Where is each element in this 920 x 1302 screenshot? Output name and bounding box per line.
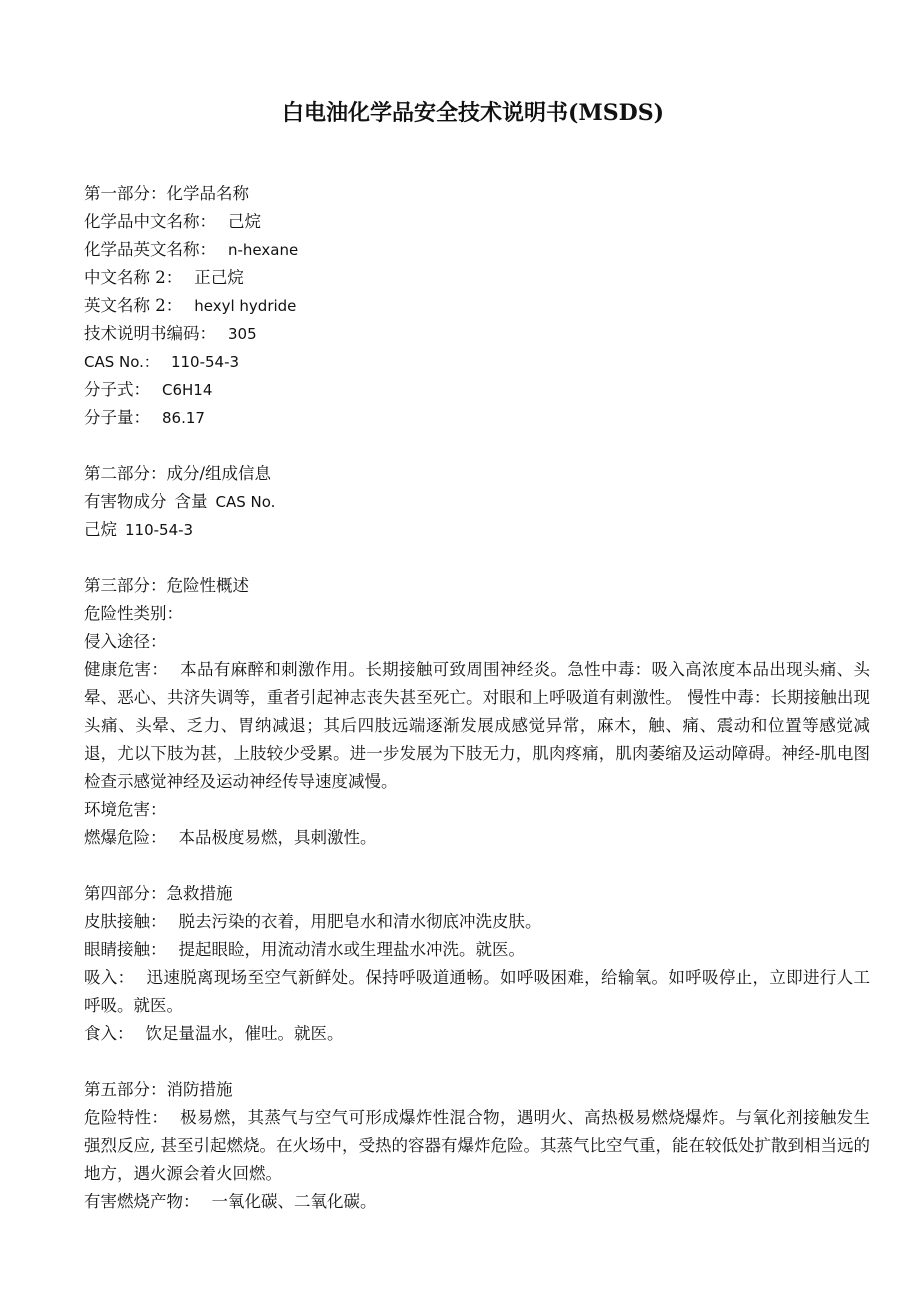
field-label: CAS No.：	[84, 353, 159, 371]
field-label: 化学品中文名称：	[84, 212, 216, 231]
field-value: 110-54-3	[170, 353, 240, 371]
field-value: 一氧化碳、二氧化碳。	[211, 1192, 377, 1211]
field-value: 饮足量温水，催吐。就医。	[145, 1024, 344, 1043]
field-label: 危险特性：	[84, 1108, 169, 1127]
field-value: 正己烷	[194, 268, 244, 287]
field-value: 305	[228, 325, 257, 343]
field-label: 英文名称 2：	[84, 296, 183, 315]
field-value: 迅速脱离现场至空气新鲜处。保持呼吸道通畅。如呼吸困难，给输氧。如呼吸停止，立即进行人工呼吸。就医。	[84, 968, 870, 1015]
field-environmental-hazard: 环境危害：	[84, 800, 167, 819]
field-value: 极易燃，其蒸气与空气可形成爆炸性混合物，遇明火、高热极易燃烧爆炸。与氧化剂接触发生强烈反应, 甚至引起燃烧。在火场中，受热的容器有爆炸危险。其蒸气比空气重，能在较低处扩散到相当远的地方，遇火源会着火回燃。	[84, 1108, 871, 1183]
field-value: C6H14	[162, 381, 213, 399]
section-heading: 第三部分：危险性概述	[84, 576, 249, 595]
field-label: 分子量：	[84, 408, 150, 427]
field-eye-contact	[84, 936, 870, 964]
field-cas-number	[84, 348, 870, 376]
field-hazard-category: 危险性类别：	[84, 604, 183, 623]
field-msds-code	[84, 320, 870, 348]
field-value: n-hexane	[228, 241, 299, 259]
field-cn-name	[84, 208, 870, 236]
field-value: 本品有麻醉和刺激作用。长期接触可致周围神经炎。急性中毒：吸入高浓度本品出现头痛、头晕、恶心、共济失调等，重者引起神志丧失甚至死亡。对眼和上呼吸道有刺激性。 慢性中毒：长期接触出现头痛、头晕、乏力、胃纳减退；其后四肢远端逐渐发展成感觉异常，麻木，触、痛、震动和位置等感觉减退，尤以下肢为甚，上肢较少受累。进一步发展为下肢无力，肌肉疼痛，肌肉萎缩及运动障碍。神经-肌电图检查示感觉神经及运动神经传导速度减慢。	[84, 660, 871, 791]
field-label: 皮肤接触：	[84, 912, 167, 931]
field-value: 本品极度易燃，具刺激性。	[178, 828, 377, 847]
field-en-name	[84, 236, 870, 264]
section-chemical-name	[84, 180, 870, 432]
field-label: 分子式：	[84, 380, 150, 399]
field-label: 化学品英文名称：	[84, 240, 216, 259]
field-label: 食入：	[84, 1024, 134, 1043]
field-value: 86.17	[162, 409, 205, 427]
field-health-hazard	[84, 656, 870, 796]
column-header: CAS No.	[215, 493, 276, 511]
document-page	[84, 96, 870, 1244]
section-fire-fighting	[84, 1076, 870, 1216]
field-inhalation	[84, 964, 870, 1020]
column-header: 含量	[174, 492, 208, 511]
field-fire-explosion-hazard	[84, 824, 870, 852]
field-cn-name2	[84, 264, 870, 292]
field-label: 燃爆危险：	[84, 828, 167, 847]
field-value: hexyl hydride	[194, 297, 297, 315]
section-heading: 第二部分：成分/组成信息	[84, 464, 272, 483]
section-hazards	[84, 572, 870, 852]
field-label: 技术说明书编码：	[84, 324, 216, 343]
field-molecular-weight	[84, 404, 870, 432]
composition-header-row	[84, 488, 870, 516]
section-heading: 第四部分：急救措施	[84, 884, 233, 903]
section-first-aid	[84, 880, 870, 1048]
section-composition	[84, 460, 870, 544]
document-title: 白电油化学品安全技术说明书(MSDS)	[281, 100, 665, 126]
field-label: 眼睛接触：	[84, 940, 167, 959]
field-combustion-products	[84, 1188, 870, 1216]
field-skin-contact	[84, 908, 870, 936]
field-label: 有害燃烧产物：	[84, 1192, 200, 1211]
field-label: 健康危害：	[84, 660, 169, 679]
column-header: 有害物成分	[84, 492, 167, 511]
section-heading: 第五部分：消防措施	[84, 1080, 233, 1099]
field-ingestion	[84, 1020, 870, 1048]
component-name: 己烷	[84, 520, 117, 539]
field-value: 脱去污染的衣着，用肥皂水和清水彻底冲洗皮肤。	[178, 912, 542, 931]
field-label: 中文名称 2：	[84, 268, 183, 287]
field-formula	[84, 376, 870, 404]
field-label: 吸入：	[84, 968, 135, 987]
component-cas: 110-54-3	[125, 521, 194, 539]
field-en-name2	[84, 292, 870, 320]
field-value: 己烷	[228, 212, 261, 231]
field-hazard-properties	[84, 1104, 870, 1188]
field-exposure-route: 侵入途径：	[84, 632, 167, 651]
section-heading: 第一部分：化学品名称	[84, 184, 249, 203]
composition-row	[84, 516, 870, 544]
field-value: 提起眼睑，用流动清水或生理盐水冲洗。就医。	[178, 940, 525, 959]
